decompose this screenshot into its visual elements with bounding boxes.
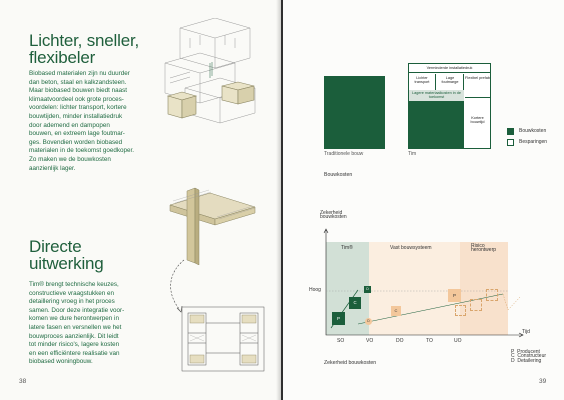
label-lagere-materiaalkosten: Lagere materiaalkosten in de toekomst: [409, 90, 464, 101]
phase-label-do: DO: [396, 338, 404, 344]
legend-label: Detailering: [517, 357, 542, 364]
page-number-left: 38: [19, 378, 27, 385]
phase-label-vo: VO: [366, 338, 374, 344]
body-line: komen we dure herontwerpen in: [29, 315, 119, 323]
legend-label: Constructeur: [517, 353, 547, 360]
xlabel-traditionele-bouw: Traditionele bouw: [324, 151, 364, 157]
body-line: Biobased materialen zijn nu duurder: [29, 70, 130, 77]
title-line: Lichter, sneller,: [29, 31, 139, 50]
ymark-hoog: Hoog: [309, 287, 321, 293]
legend-row: [511, 359, 546, 363]
body-line: materialen in de toekomst goedkoper.: [29, 147, 135, 155]
risk-box-1: [455, 305, 466, 316]
chart-caption-bouwkosten: Bouwkosten: [324, 172, 353, 178]
body-line: tot minder risico's, lagere kosten: [29, 341, 120, 349]
body-line: samen. Door deze integratie voor-: [29, 306, 125, 314]
floor-section-illustration: [178, 303, 268, 375]
label-kortere-bouwtijd: Kortere bouwtijd: [470, 116, 485, 125]
body-line: aanzienlijk lager.: [29, 164, 76, 172]
page-number-right: 39: [539, 378, 547, 385]
body-line: Tim® brengt technische keuzes,: [29, 281, 119, 288]
label-lichter-transport: Lichter transport: [409, 74, 436, 90]
title-line: Directe: [29, 237, 82, 256]
title-line: flexibeler: [29, 48, 96, 67]
body-line: ges. Bovendien worden biobased: [29, 138, 123, 146]
phase-label-to: TO: [426, 338, 433, 344]
legend-pcd: [511, 350, 546, 363]
legend-label-besparingen: Besparingen: [519, 139, 548, 145]
label-verminderde-installatiedruk: Verminderde installatiedruk: [409, 64, 490, 73]
point-tim-detailering: D: [364, 286, 371, 293]
zone-label-vast-bouwsysteem: Vast bouwsysteem: [390, 245, 432, 251]
ylabel-zekerheid-bouwkosten: [320, 211, 347, 220]
point-trad-detailering: D: [365, 318, 372, 325]
section-body-lichter: [29, 70, 134, 173]
point-tim-producent: P: [332, 312, 345, 325]
body-line: dan beton, staal en kalkzandsteen.: [29, 78, 127, 86]
xlabel-tijd: Tijd: [522, 329, 530, 335]
body-line: Zo maken we de bouwkosten: [29, 155, 111, 163]
risk-box-3: [486, 289, 498, 301]
body-line: bouwen, en extreem lage foutmar-: [29, 130, 125, 138]
body-line: door ademend en dampopen: [29, 121, 110, 129]
body-line: klimaatvoordeel ook grote proces-: [29, 95, 124, 103]
xlabel-tim: Tim: [408, 151, 417, 157]
phase-label-uo: UO: [454, 338, 462, 344]
section-title-directe: [29, 238, 104, 272]
body-line: bouwtijden, minder installatiedruk: [29, 112, 123, 120]
title-line: uitwerking: [29, 254, 104, 273]
zone-label-risico-herontwerp: Risico herontwerp: [471, 243, 497, 254]
point-trad-constructeur: C: [391, 306, 401, 316]
body-line: detaillering vroeg in het proces: [29, 298, 115, 306]
body-line: Maar biobased bouwen biedt naast: [29, 87, 128, 95]
ylabel-line: bouwkosten: [320, 214, 347, 221]
bar-traditionele-bouw: [324, 76, 385, 149]
section-body-directe: [29, 281, 124, 367]
bar-tim-cost: [408, 101, 464, 149]
legend-key: C: [511, 353, 515, 360]
process-chart-axes: [313, 228, 528, 346]
body-line: biobased woningbouw.: [29, 358, 93, 366]
body-line: latere fasen en versnellen we het: [29, 323, 122, 331]
chart-caption-zekerheid: Zekerheid bouwkosten: [324, 360, 377, 366]
body-line: voordelen: lichter transport, kortere: [29, 104, 127, 112]
point-trad-producent: P: [448, 289, 461, 302]
left-page: [0, 0, 281, 400]
section-title-lichter: [29, 32, 139, 66]
wall-detail-illustration: [165, 185, 260, 265]
phase-label-so: SO: [337, 338, 345, 344]
body-line: constructieve vraagstukken en: [29, 289, 115, 297]
legend-label-bouwkosten: Bouwkosten: [519, 128, 547, 134]
isometric-building-illustration: [160, 18, 270, 133]
label-flexibel-prefab: Flexibel prefab: [465, 74, 490, 98]
legend-swatch-bouwkosten: [507, 128, 514, 135]
legend-key: D: [511, 357, 515, 364]
legend-key: P: [511, 349, 515, 355]
zone-label-tim: Tim®: [341, 245, 353, 251]
body-line: bouwproces aanzienlijk. Dit leidt: [29, 332, 119, 340]
legend-label: Producent: [517, 349, 540, 355]
ylabel-line: Zekerheid: [320, 210, 343, 216]
body-line: en een efficiëntere realisatie van: [29, 349, 120, 357]
risk-box-2: [470, 299, 482, 311]
right-page: [283, 0, 564, 400]
point-tim-constructeur: C: [349, 297, 361, 309]
legend-swatch-besparingen: [507, 139, 514, 146]
label-lage-foutmarge: Lage foutmarge: [437, 74, 464, 90]
